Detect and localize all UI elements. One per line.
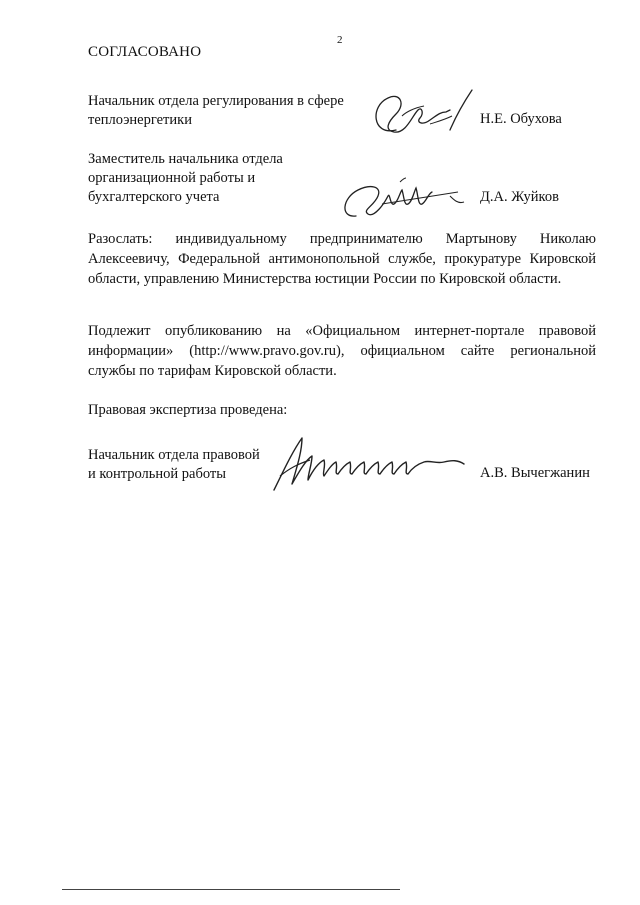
expertise-signature [268,434,468,492]
page-number: 2 [337,34,343,46]
distribution-paragraph: Разослать: индивидуальному предпринимателю Мартынову Николаю Алексеевичу, Федеральной антимонопольной службе, прокуратуре Кировской области, управлению Министерства юстиции России по Кировской области. [88,231,596,287]
approver-1-role-line: Начальник отдела регулирования в сфере [88,93,344,109]
expertise-name: А.В. Вычегжанин [480,465,590,481]
approver-2-role-line: Заместитель начальника отдела [88,151,283,167]
approver-2-role-line: организационной работы и [88,170,256,186]
approver-1-role-line: теплоэнергетики [88,112,192,128]
expertise-role-line: и контрольной работы [88,466,226,482]
approver-2-name: Д.А. Жуйков [480,189,559,205]
approver-2-role [88,150,283,207]
approver-2-signature [338,174,470,224]
expertise-title: Правовая экспертиза проведена: [88,402,288,418]
expertise-role-line: Начальник отдела правовой [88,447,260,463]
approver-1-role [88,92,344,130]
footer-rule [62,889,400,890]
publication-paragraph: Подлежит опубликованию на «Официальном интернет-портале правовой информации» (http://www.pravo.gov.ru), официальном сайте региональной службы по тарифам Кировской области. [88,323,596,379]
approver-2-role-line: бухгалтерского учета [88,189,220,205]
expertise-role [88,446,260,484]
approver-1-signature [366,86,476,138]
approver-1-name: Н.Е. Обухова [480,111,562,127]
approval-heading: СОГЛАСОВАНО [88,44,202,60]
